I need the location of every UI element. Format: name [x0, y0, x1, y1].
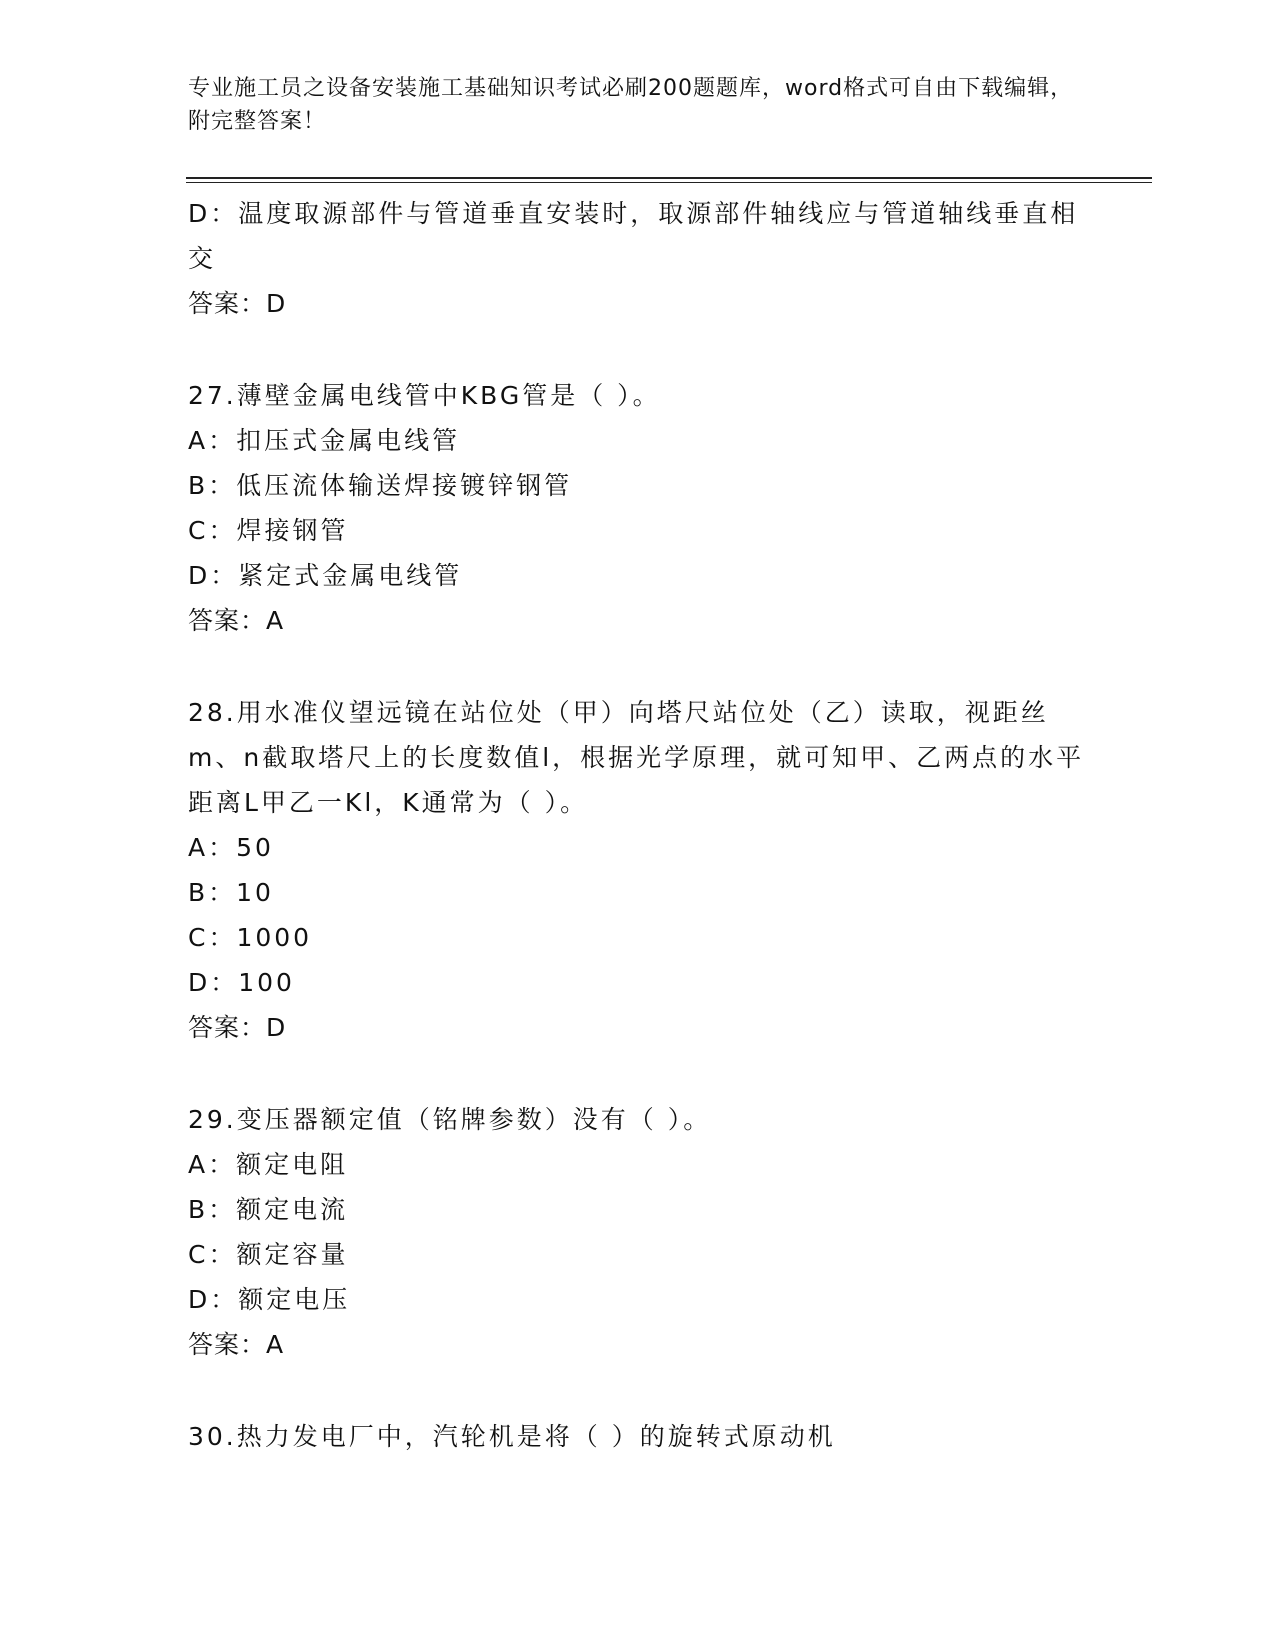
question-30: [188, 1414, 1088, 1459]
option-c: C：1000: [188, 923, 313, 952]
option-d: D：额定电压: [188, 1285, 351, 1314]
option-c: C：焊接钢管: [188, 516, 349, 545]
question-content: [188, 191, 1088, 1459]
option-b: B：低压流体输送焊接镀锌钢管: [188, 471, 573, 500]
question-28: [188, 690, 1088, 1050]
option-a: A：额定电阻: [188, 1150, 349, 1179]
prev-answer: 答案：D: [188, 289, 287, 318]
page-header: 专业施工员之设备安装施工基础知识考试必刷200题题库，word格式可自由下载编辑，附完整答案！: [188, 76, 1074, 134]
question-27: [188, 373, 1088, 643]
option-d: D：100: [188, 968, 295, 997]
prev-option-d: D：温度取源部件与管道垂直安装时，取源部件轴线应与管道轴线垂直相交: [188, 199, 1079, 273]
question-stem: 29.变压器额定值（铭牌参数）没有（ ）。: [188, 1105, 712, 1134]
question-stem: 27.薄壁金属电线管中KBG管是（ ）。: [188, 381, 661, 410]
answer: 答案：D: [188, 1013, 287, 1042]
header-rule-thin: [186, 182, 1152, 183]
answer: 答案：A: [188, 606, 285, 635]
option-b: B：10: [188, 878, 274, 907]
option-d: D：紧定式金属电线管: [188, 561, 463, 590]
option-a: A：扣压式金属电线管: [188, 426, 461, 455]
option-a: A：50: [188, 833, 274, 862]
answer: 答案：A: [188, 1330, 285, 1359]
question-stem: 30.热力发电厂中，汽轮机是将（ ）的旋转式原动机: [188, 1422, 836, 1451]
option-c: C：额定容量: [188, 1240, 349, 1269]
option-b: B：额定电流: [188, 1195, 349, 1224]
header-rule-thick: [186, 177, 1152, 179]
question-stem: 28.用水准仪望远镜在站位处（甲）向塔尺站位处（乙）读取，视距丝m、n截取塔尺上的长度数值l，根据光学原理，就可知甲、乙两点的水平距离L甲乙一Kl，K通常为（ ）。: [188, 698, 1085, 817]
question-29: [188, 1097, 1088, 1367]
